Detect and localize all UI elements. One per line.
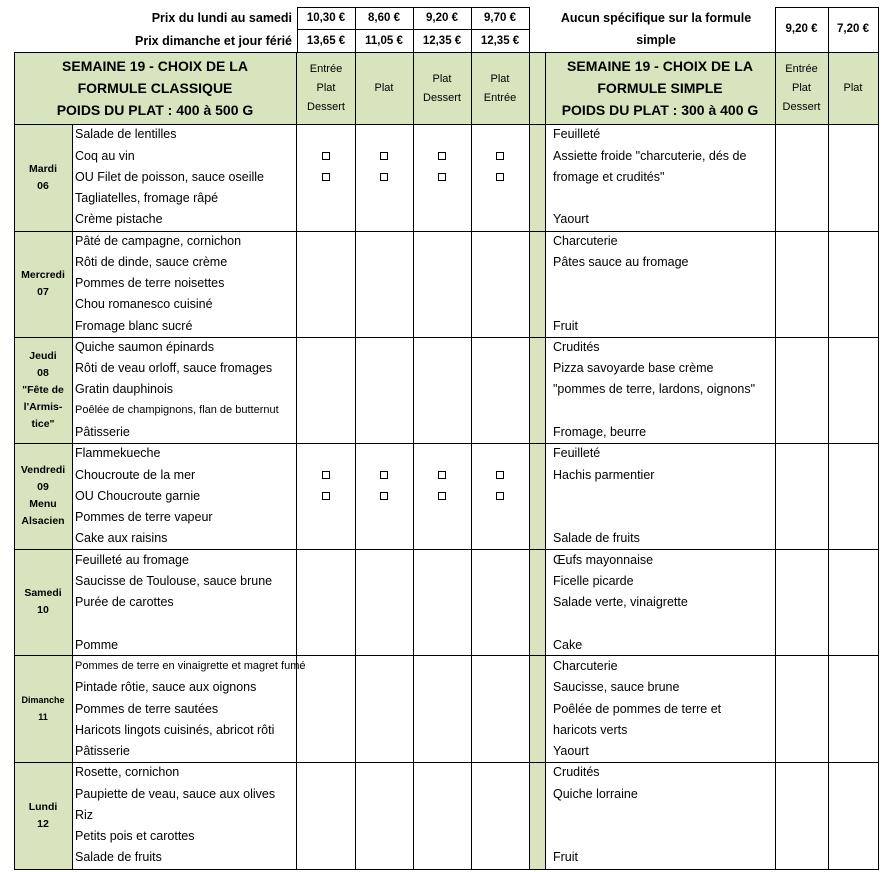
simple-dish: Hachis parmentier <box>553 468 655 482</box>
choice-checkbox[interactable] <box>322 492 330 500</box>
choice-checkbox[interactable] <box>496 492 504 500</box>
separator-band <box>529 53 545 870</box>
grid-line <box>828 7 829 53</box>
grid-line <box>14 337 878 338</box>
holiday-price-cell: 12,35 € <box>480 35 520 47</box>
classic-dish: Petits pois et carottes <box>75 829 195 843</box>
grid-line <box>471 52 472 870</box>
simple-dish: Fromage, beurre <box>553 425 647 439</box>
simple-title <box>545 55 775 121</box>
column-header-text: Entrée <box>785 63 818 75</box>
classic-dish: OU Filet de poisson, sauce oseille <box>75 170 264 184</box>
choice-checkbox[interactable] <box>496 152 504 160</box>
holiday-price-cell: 13,65 € <box>306 35 346 47</box>
classic-dish: Pommes de terre vapeur <box>75 510 213 524</box>
classic-dish: OU Choucroute garnie <box>75 489 201 503</box>
simple-dish: Feuilleté <box>553 127 601 141</box>
classic-title-line: POIDS DU PLAT : 400 à 500 G <box>56 102 254 118</box>
grid-line <box>878 7 879 53</box>
grid-line <box>14 655 878 656</box>
simple-dish: Pâtes sauce au fromage <box>553 255 689 269</box>
simple-dish: Feuilleté <box>553 446 601 460</box>
classic-dish: Rôti de veau orloff, sauce fromages <box>75 361 273 375</box>
simple-dish: Assiette froide "charcuterie, dés de <box>553 149 747 163</box>
choice-checkbox[interactable] <box>438 471 446 479</box>
classic-dish: Coq au vin <box>75 149 135 163</box>
holiday-price-cell: 12,35 € <box>422 35 462 47</box>
classic-dish: Paupiette de veau, sauce aux olives <box>75 787 276 801</box>
classic-title-line: SEMAINE 19 - CHOIX DE LA <box>62 58 248 74</box>
weekday-price-cell: 9,70 € <box>484 12 516 24</box>
day-label-friday <box>14 443 72 549</box>
classic-dish: Flammekueche <box>75 446 161 460</box>
choice-checkbox[interactable] <box>322 152 330 160</box>
choice-checkbox[interactable] <box>496 173 504 181</box>
day-label-monday <box>14 762 72 870</box>
column-header-text: Dessert <box>307 101 345 113</box>
grid-line <box>14 52 878 53</box>
column-header-text: Plat <box>792 82 811 94</box>
simple-dish: Cake <box>553 638 583 652</box>
choice-checkbox[interactable] <box>322 173 330 181</box>
choice-checkbox[interactable] <box>380 152 388 160</box>
classic-dish: Quiche saumon épinards <box>75 340 214 354</box>
classic-dish: Chou romanesco cuisiné <box>75 297 213 311</box>
day-label-line: 10 <box>37 604 49 616</box>
simple-title-line: SEMAINE 19 - CHOIX DE LA <box>567 58 753 74</box>
day-label-line: "Fête de <box>22 383 64 396</box>
classic-dish: Haricots lingots cuisinés, abricot rôti <box>75 723 275 737</box>
choice-checkbox[interactable] <box>380 471 388 479</box>
day-label-line: Alsacien <box>21 515 65 527</box>
classic-dish: Gratin dauphinois <box>75 382 173 396</box>
day-label-saturday <box>14 549 72 655</box>
column-header-text: Entrée <box>483 91 517 104</box>
day-label-line: Dimanche <box>21 694 65 705</box>
grid-line <box>14 231 878 232</box>
weekday-price-cell: 10,30 € <box>306 12 346 24</box>
classic-dish: Pâtisserie <box>75 425 130 439</box>
day-label-line: 08 <box>37 366 49 379</box>
simple-dish: Pizza savoyarde base crème <box>553 361 714 375</box>
simple-dish: Crudités <box>553 765 600 779</box>
grid-line <box>14 549 878 550</box>
day-label-line: 12 <box>37 818 49 830</box>
day-label-line: tice" <box>31 417 55 430</box>
grid-line <box>14 52 15 870</box>
simple-title-line: POIDS DU PLAT : 300 à 400 G <box>561 102 759 118</box>
classic-dish: Pommes de terre sautées <box>75 702 219 716</box>
simple-dish: Saucisse, sauce brune <box>553 680 680 694</box>
grid-line <box>14 443 878 444</box>
simple-dish: Ficelle picarde <box>553 574 634 588</box>
day-label-line: Menu <box>29 498 57 510</box>
grid-line <box>775 7 878 8</box>
classic-dish: Pâté de campagne, cornichon <box>75 234 242 248</box>
choice-checkbox[interactable] <box>438 173 446 181</box>
grid-line <box>545 52 546 870</box>
day-label-line: Mercredi <box>21 269 65 281</box>
holiday-price-cell: 11,05 € <box>365 35 403 47</box>
simple-title-line: FORMULE SIMPLE <box>597 80 723 96</box>
classic-dish: Pommes de terre noisettes <box>75 276 225 290</box>
classic-dish: Salade de lentilles <box>75 127 177 141</box>
day-label-sunday <box>14 655 72 762</box>
classic-col-header-plat <box>355 53 413 124</box>
classic-dish: Saucisse de Toulouse, sauce brune <box>75 574 273 588</box>
simple-dish: Œufs mayonnaise <box>553 553 654 567</box>
grid-line <box>14 124 878 125</box>
simple-dish: Crudités <box>553 340 600 354</box>
column-header-text: Dessert <box>423 91 461 104</box>
simple-col-header-entree-plat-dessert <box>775 53 828 124</box>
simple-price-cell: 9,20 € <box>785 23 818 35</box>
classic-dish: Feuilleté au fromage <box>75 553 189 567</box>
day-label-line: 11 <box>38 711 48 722</box>
column-header-text: Dessert <box>782 101 821 113</box>
simple-dish: fromage et crudités" <box>553 170 665 184</box>
classic-dish: Crème pistache <box>75 212 163 226</box>
grid-line <box>14 869 878 870</box>
day-label-line: Jeudi <box>29 349 57 362</box>
simple-dish: Charcuterie <box>553 659 618 673</box>
simple-dish: Poêlée de pommes de terre et <box>553 702 722 716</box>
classic-dish: Riz <box>75 808 94 822</box>
choice-checkbox[interactable] <box>438 492 446 500</box>
choice-checkbox[interactable] <box>380 492 388 500</box>
grid-line <box>529 52 530 870</box>
grid-line <box>413 7 414 53</box>
column-header-text: Plat <box>490 72 510 85</box>
day-label-line: Vendredi <box>20 464 66 476</box>
weekday-price-cell: 8,60 € <box>368 12 400 24</box>
classic-dish: Pâtisserie <box>75 744 130 758</box>
simple-price-condition: Aucun spécifique sur la formule simple <box>560 11 752 47</box>
day-label-line: l'Armis- <box>23 400 63 413</box>
column-header-text: Plat <box>843 82 863 94</box>
classic-dish: Fromage blanc sucré <box>75 319 193 333</box>
weekday-price-cell: 9,20 € <box>426 12 458 24</box>
grid-line <box>355 7 356 53</box>
day-label-tuesday <box>14 124 72 231</box>
column-header-text: Plat <box>374 82 394 94</box>
simple-dish: Yaourt <box>553 744 589 758</box>
grid-line <box>296 52 297 870</box>
classic-title-line: FORMULE CLASSIQUE <box>77 80 233 96</box>
choice-checkbox[interactable] <box>380 173 388 181</box>
column-header-text: Entrée <box>309 63 343 75</box>
grid-line <box>828 52 829 870</box>
classic-col-header-plat-dessert <box>413 53 471 124</box>
simple-dish: Fruit <box>553 319 578 333</box>
simple-price-cell: 7,20 € <box>837 23 869 35</box>
classic-dish: Pommes de terre en vinaigrette et magret fumé <box>75 660 306 672</box>
grid-line <box>72 124 73 870</box>
day-label-line: Lundi <box>28 801 58 813</box>
choice-checkbox[interactable] <box>496 471 504 479</box>
day-label-line: 06 <box>37 179 49 192</box>
classic-dish: Pomme <box>75 638 119 652</box>
classic-title <box>14 55 296 121</box>
grid-line <box>355 52 356 870</box>
day-label-line: Mardi <box>28 162 57 175</box>
simple-dish: Fruit <box>553 850 578 864</box>
holiday-price-label: Prix dimanche et jour férié <box>135 34 292 48</box>
simple-dish: Charcuterie <box>553 234 618 248</box>
grid-line <box>413 52 414 870</box>
grid-line <box>471 7 472 53</box>
day-label-line: 09 <box>37 481 49 493</box>
day-label-line: Samedi <box>24 587 62 599</box>
column-header-text: Plat <box>432 72 452 85</box>
column-header-text: Plat <box>316 82 336 94</box>
day-label-wednesday <box>14 231 72 337</box>
day-label-thursday <box>14 337 72 443</box>
simple-dish: Yaourt <box>553 212 589 226</box>
classic-col-header-plat-entree <box>471 53 529 124</box>
simple-dish: Quiche lorraine <box>553 787 638 801</box>
simple-dish: Salade verte, vinaigrette <box>553 595 688 609</box>
grid-line <box>529 7 530 53</box>
grid-line <box>878 52 879 870</box>
classic-dish: Poêlée de champignons, flan de butternut <box>75 404 279 416</box>
classic-dish: Choucroute de la mer <box>75 468 196 482</box>
classic-dish: Cake aux raisins <box>75 531 168 545</box>
choice-checkbox[interactable] <box>322 471 330 479</box>
day-label-line: 07 <box>37 286 49 298</box>
weekday-price-label: Prix du lundi au samedi <box>151 11 292 25</box>
grid-line <box>775 7 776 53</box>
choice-checkbox[interactable] <box>438 152 446 160</box>
classic-dish: Pintade rôtie, sauce aux oignons <box>75 680 257 694</box>
classic-dish: Rôti de dinde, sauce crème <box>75 255 228 269</box>
simple-dish: "pommes de terre, lardons, oignons" <box>553 382 756 396</box>
simple-dish: haricots verts <box>553 723 628 737</box>
classic-dish: Purée de carottes <box>75 595 174 609</box>
grid-line <box>775 52 776 870</box>
classic-col-header-entree-plat-dessert <box>297 53 355 124</box>
classic-dish: Rosette, cornichon <box>75 765 180 779</box>
grid-line <box>297 7 298 53</box>
simple-col-header-plat <box>828 53 878 124</box>
classic-dish: Salade de fruits <box>75 850 162 864</box>
grid-line <box>14 762 878 763</box>
classic-dish: Tagliatelles, fromage râpé <box>75 191 219 205</box>
simple-dish: Salade de fruits <box>553 531 640 545</box>
